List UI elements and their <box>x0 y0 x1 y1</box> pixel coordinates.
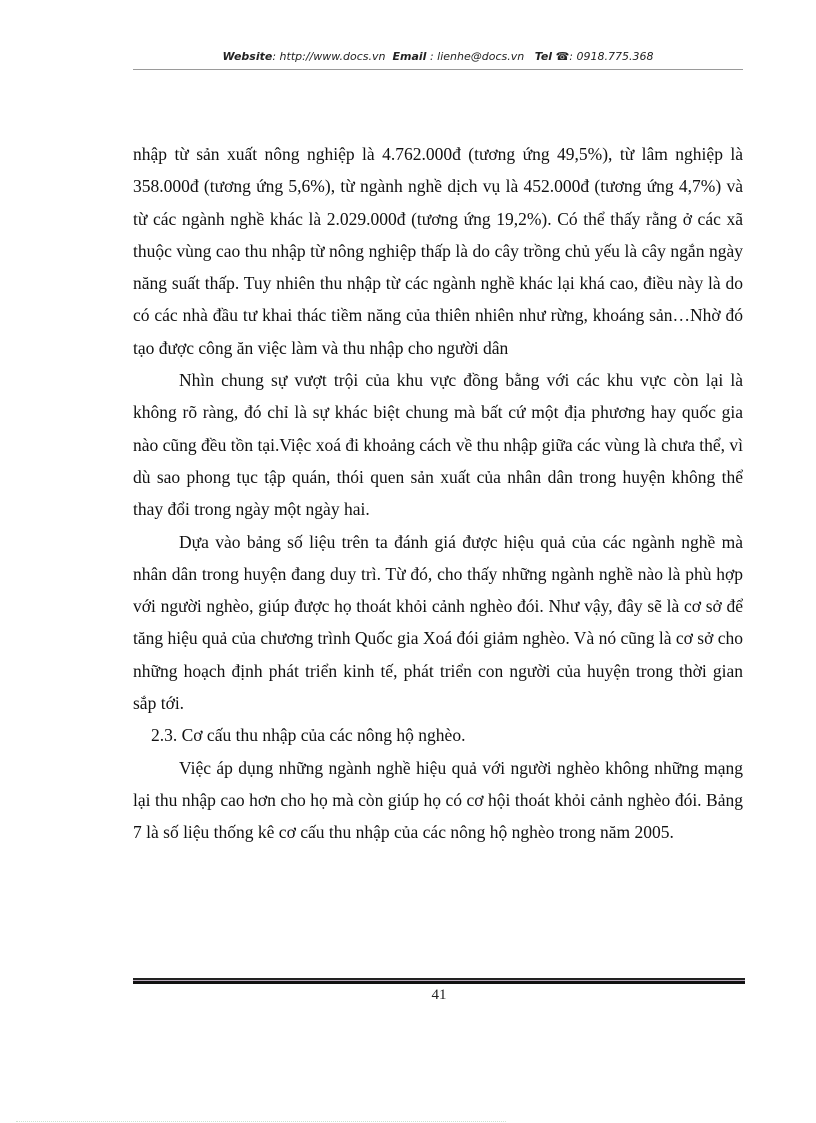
header-divider <box>133 69 743 70</box>
page-header <box>133 50 743 63</box>
website-link[interactable]: : http://www.docs.vn <box>272 50 386 63</box>
paragraph-2: Nhìn chung sự vượt trội của khu vực đồng bằng với các khu vực còn lại là không rõ ràng, đó chỉ là sự khác biệt chung mà bất cứ một địa phương hay quốc gia nào cũng đều tồn tại.Việc xoá đi khoảng cách về thu nhập giữa các vùng là chưa thể, vì dù sao phong tục tập quán, thói quen sản xuất của nhân dân trong huyện không thể thay đổi trong ngày một ngày hai. <box>133 370 743 520</box>
document-body <box>133 138 743 849</box>
page-number: 41 <box>431 987 447 1003</box>
tel-value: : 0918.775.368 <box>569 50 654 63</box>
email-link[interactable]: : lienhe@docs.vn <box>426 50 525 63</box>
footer-divider <box>133 978 745 984</box>
paragraph-3: Dựa vào bảng số liệu trên ta đánh giá được hiệu quả của các ngành nghề mà nhân dân trong huyện đang duy trì. Từ đó, cho thấy những ngành nghề nào là phù hợp với người nghèo, giúp được họ thoát khỏi cảnh nghèo đói. Như vậy, đây sẽ là cơ sở để tăng hiệu quả của chương trình Quốc gia Xoá đói giảm nghèo. Và nó cũng là cơ sở cho những hoạch định phát triển kinh tế, phát triển con người của huyện trong thời gian sắp tới. <box>133 531 743 714</box>
section-paragraph: Việc áp dụng những ngành nghề hiệu quả với người nghèo không những mạng lại thu nhập cao hơn cho họ mà còn giúp họ có cơ hội thoát khỏi cảnh nghèo đói. Bảng 7 là số liệu thống kê cơ cấu thu nhập của các nông hộ nghèo trong năm 2005. <box>133 757 743 843</box>
tel-label: Tel <box>534 50 553 63</box>
paragraph-1: nhập từ sản xuất nông nghiệp là 4.762.000đ (tương ứng 49,5%), từ lâm nghiệp là 358.000đ (tương ứng 5,6%), từ ngành nghề dịch vụ là 452.000đ (tương ứng 4,7%) và từ các ngành nghề khác là 2.029.000đ (tương ứng 19,2%). Có thể thấy rằng ở các xã thuộc vùng cao thu nhập từ nông nghiệp thấp là do cây trồng chủ yếu là cây ngắn ngày năng suất thấp. Tuy nhiên thu nhập từ các ngành nghề khác lại khá cao, điều này là do có các nhà đầu tư khai thác tiềm năng của thiên nhiên như rừng, khoáng sản…Nhờ đó tạo được công ăn việc làm và thu nhập cho người dân <box>133 144 743 358</box>
website-label: Website <box>222 50 273 63</box>
page-edge-dots <box>16 1121 506 1122</box>
email-label: Email <box>392 50 427 63</box>
phone-icon: ☎ <box>555 50 570 63</box>
section-heading: 2.3. Cơ cấu thu nhập của các nông hộ nghèo. <box>151 725 466 746</box>
